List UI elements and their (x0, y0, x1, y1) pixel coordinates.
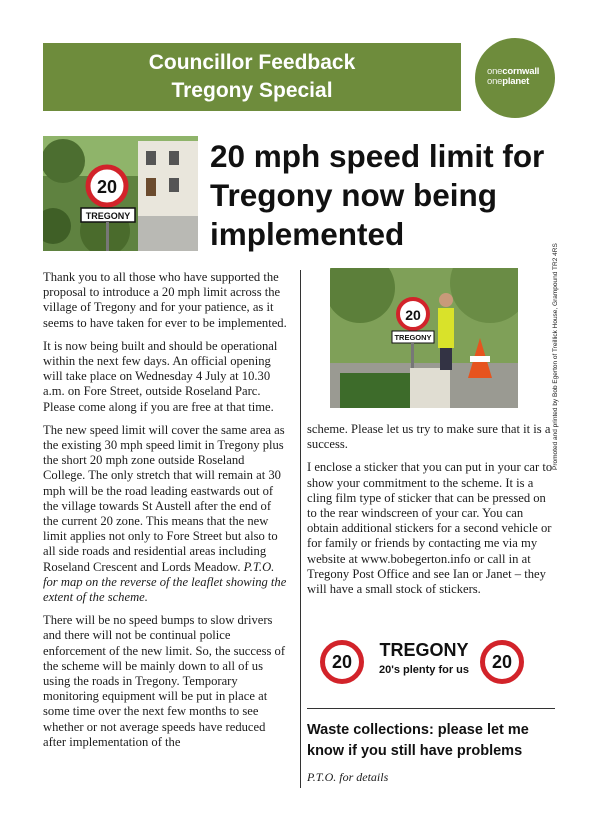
sticker-village-name: TREGONY (379, 640, 469, 660)
paragraph-opening: It is now being built and should be operational within the next few days. An official opening will take place on Wednesday 4 July at 10.30 a.m. on Fore Street, outside Roseland Parc. Please come along if you are free at that time. (43, 338, 278, 414)
paragraph-success: scheme. Please let us try to make sure that it is a success. (307, 422, 551, 452)
paragraph-sticker: I enclose a sticker that you can put in your car to show your commitment to the scheme. It is a cling film type of sticker that can be pressed on to the rear windscreen of your car. You can obtain additional stickers for a second vehicle or for family or friends by contacting me via my website at www.bobegerton.info or call in at Tregony Post Office and see Ian or Janet – they will have a small stock of stickers. (307, 460, 553, 597)
waste-pto-note: P.T.O. for details (307, 770, 389, 784)
logo-word-planet: planet (502, 76, 530, 87)
banner-title: Councillor Feedback (148, 51, 356, 74)
left-column (43, 270, 288, 758)
section-divider (307, 708, 555, 709)
tregony-sticker (320, 638, 525, 686)
header-banner (43, 43, 461, 111)
logo-word-one-2: one (487, 76, 503, 87)
sticker-tagline: 20's plenty for us (378, 664, 470, 676)
speed-badge-right: 20 (480, 640, 524, 684)
logo-word-cornwall: cornwall (502, 66, 540, 77)
one-cornwall-logo (475, 38, 555, 118)
sign-text: TREGONY (85, 211, 131, 221)
installation-illustration (330, 268, 518, 408)
paragraph-coverage (43, 423, 288, 605)
page-headline: 20 mph speed limit for Tregony now being implemented (210, 138, 545, 252)
coverage-text: The new speed limit will cover the same area as the existing 30 mph speed limit in Tregony plus the short 20 mph zone outside Roseland College. The only stretch that will remain at 30 mph will be the road leading eastwards out of the village towards St Austell after the end of the current 20 zone. This means that the new limit applies not only to Fore Street but also to all side roads and residential areas including Roseland Crescent and Lords Meadow. (43, 422, 285, 574)
column-divider (300, 270, 301, 788)
paragraph-thanks: Thank you to all those who have supported the proposal to introduce a 20 mph limit across the village of Tregony and for your patience, as it seems to have taken for ever to be implemented. (43, 270, 287, 330)
waste-heading: Waste collections: please let me know if you still have problems (307, 722, 529, 759)
sign-number-2: 20 (405, 307, 421, 323)
banner-subtitle: Tregony Special (171, 79, 333, 102)
village-sign-photo (43, 136, 198, 251)
sign-number: 20 (96, 177, 118, 197)
right-column (307, 422, 555, 605)
speed-badge-left: 20 (320, 640, 364, 684)
promoted-by-note: Promoted and printed by Bob Egerton of Treillick House, Grampound TR2 4RS (552, 243, 559, 470)
sign-text-2: TREGONY (394, 333, 432, 342)
coverage-pto-note: P.T.O. for map on the reverse of the leaflet showing the extent of the scheme. (43, 559, 287, 605)
workers-installing-sign-photo (330, 268, 518, 408)
paragraph-enforcement: There will be no speed bumps to slow drivers and there will not be continual police enforcement of the new limit. So, the success of the scheme will be mainly down to all of us using the roads in Tregony. Temporary monitoring equipment will be put in place at some time over the next few months to see whether or not average speeds have reduced after implementation of the (43, 613, 286, 749)
village-sign-illustration (43, 136, 198, 251)
logo-word-one: one (487, 66, 503, 77)
